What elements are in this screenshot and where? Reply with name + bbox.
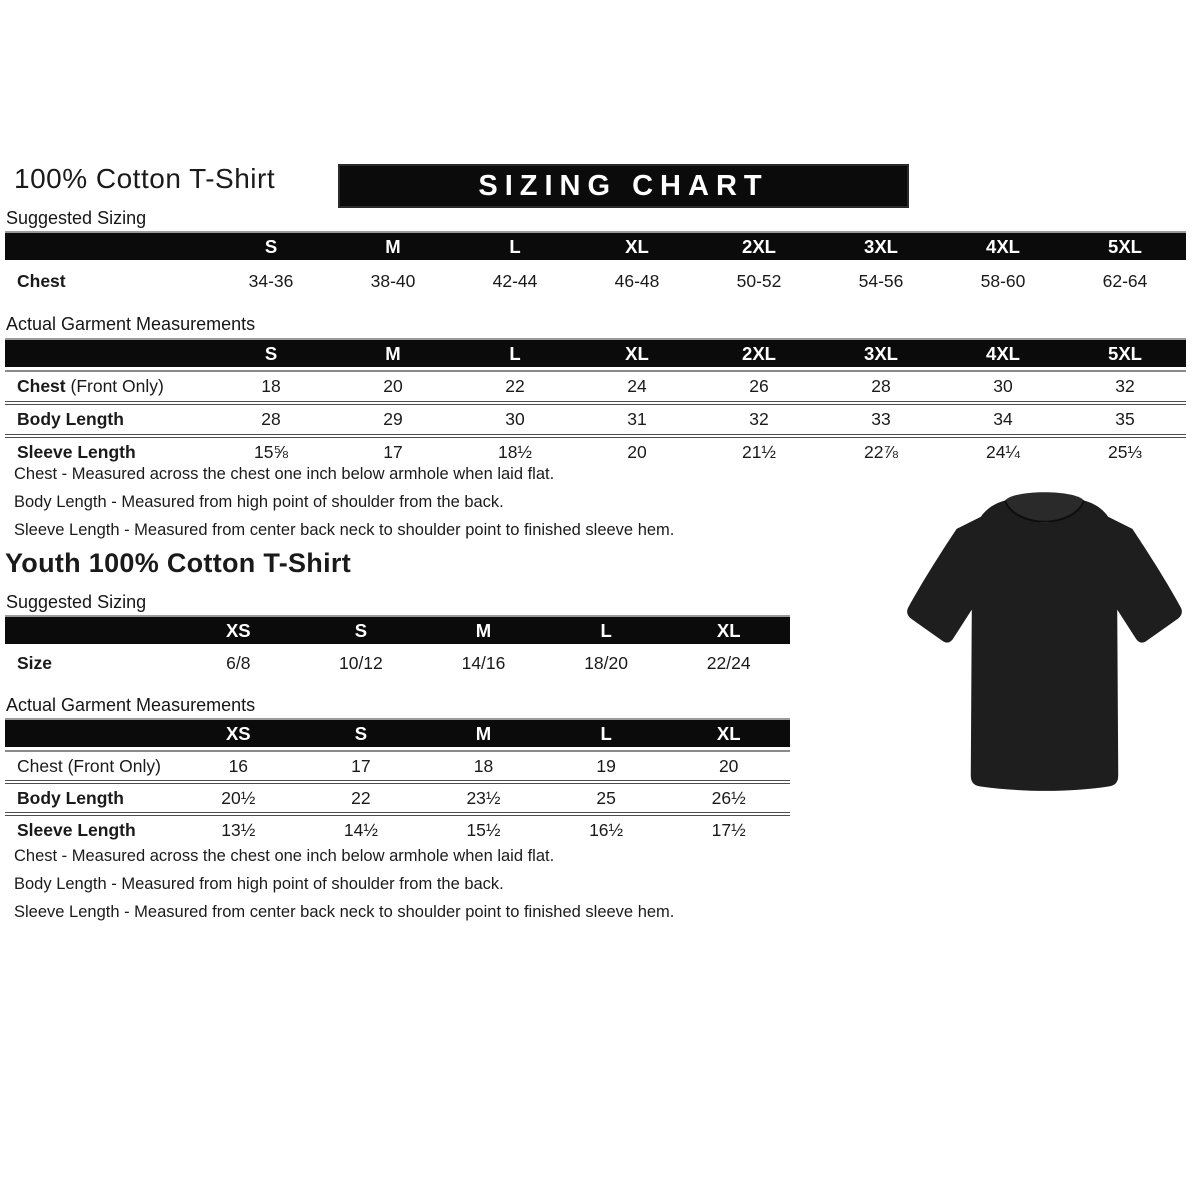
measurement-value: 18/20	[584, 653, 628, 673]
note-body-length: Body Length - Measured from high point of shoulder from the back.	[14, 875, 504, 893]
row-label: Body Length	[17, 409, 124, 429]
measurement-value: 25	[596, 787, 616, 808]
size-column-header: 2XL	[742, 343, 776, 364]
table-header-row	[5, 338, 1186, 367]
size-column-header: M	[385, 236, 401, 257]
measurement-value: 28	[871, 376, 891, 396]
youth-suggested-sizing-table	[5, 615, 790, 679]
measurement-value: 25⅓	[1107, 442, 1143, 462]
size-column-header: M	[475, 723, 492, 744]
measurement-value: 30	[505, 409, 525, 429]
adult-suggested-sizing-label: Suggested Sizing	[6, 208, 147, 228]
measurement-value: 22⅞	[863, 442, 899, 462]
youth-section-title: Youth 100% Cotton T-Shirt	[5, 548, 351, 578]
size-column-header: S	[354, 620, 368, 641]
measurement-value: 50-52	[736, 271, 782, 291]
row-label: Body Length	[17, 787, 124, 808]
adult-actual-measurements-label: Actual Garment Measurements	[6, 314, 256, 334]
measurement-value: 58-60	[980, 271, 1026, 291]
row-label-note: (Front Only)	[70, 376, 164, 396]
empty-header-cell	[5, 233, 210, 260]
measurement-value: 16	[228, 755, 249, 776]
size-column-header: 3XL	[864, 343, 898, 364]
youth-actual-measurements-table	[5, 718, 790, 844]
black-tshirt-image	[892, 476, 1195, 820]
table-header-row	[5, 615, 790, 644]
size-column-header: XS	[225, 723, 251, 744]
size-column-header: XS	[225, 620, 251, 641]
youth-suggested-sizing-label: Suggested Sizing	[6, 592, 147, 612]
row-label	[5, 373, 210, 400]
measurement-value: 13½	[221, 819, 256, 840]
measurement-value: 17	[351, 755, 371, 776]
measurement-value: 26	[749, 376, 769, 396]
table-header-row	[5, 231, 1186, 260]
measurement-value: 30	[993, 376, 1013, 396]
size-column-header: 4XL	[986, 236, 1020, 257]
measurement-value: 34	[993, 409, 1013, 429]
size-column-header: XL	[625, 236, 649, 257]
measurement-value: 20	[383, 376, 403, 396]
measurement-value: 62-64	[1102, 271, 1148, 291]
measurement-value: 24	[627, 376, 647, 396]
measurement-value: 18	[261, 376, 281, 396]
measurement-value: 15⅝	[253, 442, 289, 462]
size-column-header: M	[475, 620, 492, 641]
measurement-value: 17	[383, 442, 403, 462]
measurement-value: 14½	[343, 819, 378, 840]
measurement-value: 14/16	[461, 653, 506, 673]
sizing-chart-banner: SIZING CHART	[340, 166, 907, 206]
measurement-value: 38-40	[370, 271, 416, 291]
measurement-value: 18½	[497, 442, 533, 462]
row-label: Sleeve Length	[17, 819, 136, 840]
size-column-header: L	[509, 343, 521, 364]
measurement-value: 6/8	[226, 653, 251, 673]
note-sleeve-length: Sleeve Length - Measured from center back neck to shoulder point to finished sleeve hem.	[14, 903, 675, 921]
youth-measurement-notes	[14, 842, 674, 926]
youth-actual-measurements-label: Actual Garment Measurements	[6, 695, 256, 715]
table-row-chest	[5, 263, 1186, 299]
measurement-value: 42-44	[492, 271, 538, 291]
measurement-value: 54-56	[858, 271, 904, 291]
table-row-size	[5, 647, 790, 679]
measurement-value: 26½	[711, 787, 746, 808]
measurement-value: 22	[351, 787, 371, 808]
measurement-value: 35	[1115, 409, 1135, 429]
empty-header-cell	[5, 340, 210, 367]
measurement-value: 17½	[711, 819, 746, 840]
table-row-sleeve-length	[5, 812, 790, 844]
measurement-value: 32	[749, 409, 769, 429]
measurement-value: 46-48	[614, 271, 660, 291]
measurement-value: 22/24	[706, 653, 751, 673]
row-label-main: Chest	[17, 376, 66, 396]
measurement-value: 24¼	[985, 442, 1021, 462]
measurement-value: 31	[627, 409, 647, 429]
measurement-value: 10/12	[338, 653, 383, 673]
size-column-header: S	[354, 723, 368, 744]
page-title: 100% Cotton T-Shirt	[14, 163, 276, 194]
measurement-value: 15½	[466, 819, 501, 840]
size-column-header: 4XL	[986, 343, 1020, 364]
size-column-header: S	[264, 236, 278, 257]
measurement-value: 34-36	[248, 271, 294, 291]
size-column-header: M	[385, 343, 401, 364]
empty-header-cell	[5, 720, 177, 747]
row-label: Size	[17, 653, 53, 673]
measurement-value: 19	[596, 755, 616, 776]
measurement-value: 20½	[221, 787, 256, 808]
measurement-value: 28	[261, 409, 281, 429]
adult-actual-measurements-table	[5, 338, 1186, 467]
size-column-header: 5XL	[1108, 343, 1142, 364]
measurement-value: 20	[627, 442, 647, 462]
measurement-value: 32	[1115, 376, 1135, 396]
table-row-chest-front-only	[5, 750, 790, 780]
note-chest: Chest - Measured across the chest one inch below armhole when laid flat.	[14, 465, 555, 483]
size-column-header: 2XL	[742, 236, 776, 257]
size-column-header: 5XL	[1108, 236, 1142, 257]
row-label: Sleeve Length	[17, 442, 136, 462]
size-column-header: XL	[716, 620, 741, 641]
table-row-chest-front-only	[5, 370, 1186, 401]
row-label: Chest	[17, 271, 66, 291]
size-column-header: 3XL	[864, 236, 898, 257]
note-chest: Chest - Measured across the chest one inch below armhole when laid flat.	[14, 847, 555, 865]
measurement-value: 16½	[589, 819, 624, 840]
empty-header-cell	[5, 617, 177, 644]
adult-measurement-notes	[14, 460, 674, 544]
size-column-header: S	[264, 343, 278, 364]
table-row-body-length	[5, 401, 1186, 434]
size-column-header: XL	[625, 343, 649, 364]
size-column-header: XL	[716, 723, 741, 744]
note-body-length: Body Length - Measured from high point of shoulder from the back.	[14, 493, 504, 511]
size-column-header: L	[600, 620, 612, 641]
measurement-value: 33	[871, 409, 891, 429]
measurement-value: 18	[473, 755, 494, 776]
size-column-header: L	[509, 236, 521, 257]
table-header-row	[5, 718, 790, 747]
table-row-body-length	[5, 780, 790, 812]
measurement-value: 29	[383, 409, 403, 429]
row-label: Chest (Front Only)	[17, 755, 161, 776]
measurement-value: 23½	[466, 787, 501, 808]
adult-suggested-sizing-table	[5, 231, 1186, 299]
measurement-value: 21½	[741, 442, 777, 462]
measurement-value: 20	[718, 755, 739, 776]
size-column-header: L	[600, 723, 612, 744]
note-sleeve-length: Sleeve Length - Measured from center back neck to shoulder point to finished sleeve hem.	[14, 521, 675, 539]
measurement-value: 22	[505, 376, 525, 396]
tshirt-graphic	[892, 476, 1195, 820]
